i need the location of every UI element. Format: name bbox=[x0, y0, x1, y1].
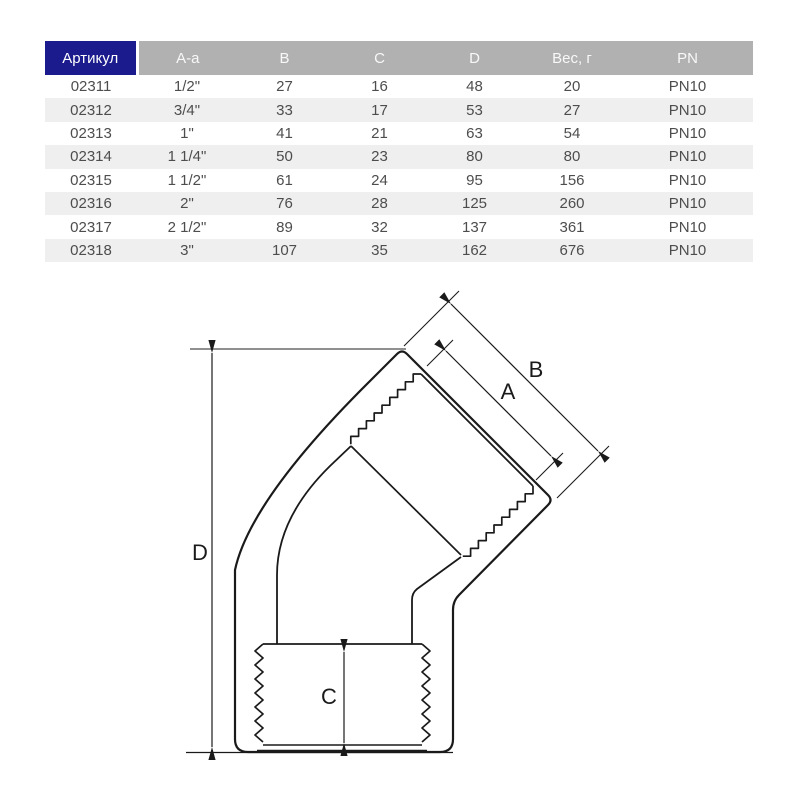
table-cell: PN10 bbox=[668, 78, 707, 96]
column-header: С bbox=[332, 41, 427, 75]
table-cell: PN10 bbox=[668, 148, 707, 166]
dim-label-c: C bbox=[321, 684, 337, 709]
table-cell: 35 bbox=[371, 241, 388, 259]
socket-thread-left-zigzag bbox=[255, 644, 263, 742]
table-cell: 17 bbox=[371, 101, 388, 119]
table-cell: 3" bbox=[180, 241, 194, 259]
dim-label-d: D bbox=[192, 540, 208, 565]
table-cell: 02318 bbox=[70, 241, 112, 259]
table-cell: 80 bbox=[563, 148, 581, 166]
table-cell: 107 bbox=[271, 241, 298, 259]
dimension-c bbox=[321, 652, 344, 743]
table-cell: 53 bbox=[466, 101, 483, 119]
table-cell: 02314 bbox=[70, 148, 112, 166]
table-cell: 41 bbox=[276, 124, 293, 142]
table-cell: 61 bbox=[276, 171, 293, 189]
table-cell: 156 bbox=[559, 171, 585, 189]
arm-bore-rim bbox=[421, 374, 533, 486]
bore-wall-left bbox=[277, 446, 351, 644]
table-cell: 48 bbox=[466, 78, 483, 96]
table-cell: 3/4" bbox=[173, 101, 201, 119]
table-cell: 02313 bbox=[70, 124, 112, 142]
table-cell: 27 bbox=[563, 101, 581, 119]
dimension-d bbox=[192, 353, 212, 747]
column-header: D bbox=[427, 41, 522, 75]
table-cell: PN10 bbox=[668, 218, 707, 236]
column-header: PN bbox=[622, 41, 753, 75]
table-cell: 28 bbox=[371, 195, 388, 213]
table-cell: 21 bbox=[371, 124, 388, 142]
table-cell: 361 bbox=[559, 218, 585, 236]
table-cell: 1/2" bbox=[173, 78, 201, 96]
arm-thread-lower-zigzag bbox=[463, 486, 533, 556]
table-cell: 162 bbox=[461, 241, 488, 259]
column-header: А-а bbox=[137, 41, 237, 75]
table-cell: 89 bbox=[276, 218, 293, 236]
table-cell: 125 bbox=[461, 195, 488, 213]
table-cell: 16 bbox=[371, 78, 388, 96]
table-cell: 32 bbox=[371, 218, 388, 236]
table-cell: 02312 bbox=[70, 101, 112, 119]
dim-label-a: A bbox=[500, 379, 516, 404]
table-cell: 54 bbox=[563, 124, 581, 142]
socket-thread-right-zigzag bbox=[422, 644, 430, 742]
dim-label-b: B bbox=[528, 357, 544, 382]
table-cell: 260 bbox=[559, 195, 585, 213]
table-cell: 02316 bbox=[70, 195, 112, 213]
table-cell: 23 bbox=[371, 148, 388, 166]
table-cell: 80 bbox=[466, 148, 483, 166]
column-header: В bbox=[237, 41, 332, 75]
table-cell: 02315 bbox=[70, 171, 112, 189]
table-cell: 137 bbox=[461, 218, 488, 236]
dimension-b-ext-right bbox=[557, 446, 609, 498]
table-cell: 02311 bbox=[70, 78, 112, 96]
dimension-a-ext-left bbox=[427, 340, 453, 366]
table-cell: PN10 bbox=[668, 124, 707, 142]
table-cell: 95 bbox=[466, 171, 483, 189]
table-cell: 33 bbox=[276, 101, 293, 119]
table-cell: 27 bbox=[276, 78, 293, 96]
column-header: Артикул bbox=[45, 41, 137, 75]
fitting-outline bbox=[235, 352, 551, 753]
arm-thread-upper-zigzag bbox=[351, 374, 421, 444]
dimension-a-ext-right bbox=[536, 453, 563, 480]
table-cell: 676 bbox=[559, 241, 585, 259]
table-cell: PN10 bbox=[668, 101, 707, 119]
table-cell: 02317 bbox=[70, 218, 112, 236]
table-cell: PN10 bbox=[668, 195, 707, 213]
table-cell: 20 bbox=[563, 78, 581, 96]
table-cell: 24 bbox=[371, 171, 388, 189]
table-cell: 2 1/2" bbox=[167, 218, 207, 236]
table-cell: 76 bbox=[276, 195, 293, 213]
table-cell: 1 1/4" bbox=[167, 148, 207, 166]
table-cell: 1 1/2" bbox=[167, 171, 207, 189]
table-cell: 50 bbox=[276, 148, 293, 166]
dimension-b-ext-left bbox=[404, 291, 459, 346]
table-cell: 1" bbox=[180, 124, 194, 142]
table-cell: PN10 bbox=[668, 171, 707, 189]
table-cell: 2" bbox=[180, 195, 194, 213]
table-cell: PN10 bbox=[668, 241, 707, 259]
fitting-body-outline bbox=[235, 352, 551, 753]
arm-thread-end-line bbox=[351, 446, 461, 555]
table-cell: 63 bbox=[466, 124, 483, 142]
column-header: Вес, г bbox=[522, 41, 622, 75]
